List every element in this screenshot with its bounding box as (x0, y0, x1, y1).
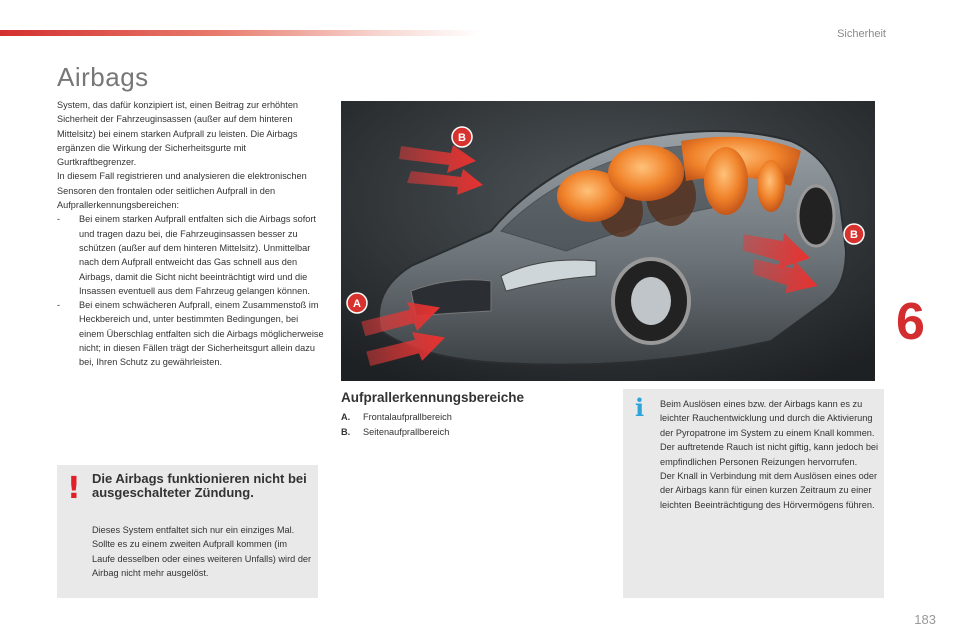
side-airbag (704, 147, 748, 215)
chapter-number: 6 (896, 293, 925, 351)
info-box (623, 389, 884, 598)
page-number: 183 (914, 612, 936, 627)
intro-bullet (57, 212, 325, 298)
section-title: Sicherheit (837, 28, 886, 40)
car-airbag-diagram (341, 101, 875, 381)
warning-box (57, 465, 318, 598)
bullet-dash: - (57, 300, 61, 311)
warning-text: Dieses System entfaltet sich nur ein einziges Mal. Sollte es zu einem zweiten Aufprall kommen (im Laufe desselben oder eines weiteren Unfalls) wird der Airbag nicht mehr ausgelöst. (92, 525, 312, 578)
warning-title: Die Airbags funktionieren nicht bei ausgeschalteter Zündung. (92, 471, 307, 500)
passenger-airbag (608, 145, 684, 201)
info-line: Der Knall in Verbindung mit dem Auslösen eines oder der Airbags kann für einen kurzen Zeitraum zu einer leichten Beeinträchtigung des Hörvermögens führen. (660, 471, 878, 510)
marker-a (347, 293, 367, 313)
marker-b-right (844, 224, 864, 244)
warning-icon: ! (67, 471, 81, 506)
zone-letter: A. (341, 412, 351, 422)
info-line: Der auftretende Rauch ist nicht giftig, kann jedoch bei empfindlichen Personen Reizungen hervorrufen. (660, 442, 879, 467)
marker-b-top (452, 127, 472, 147)
zone-letter: B. (341, 427, 351, 437)
intro-text (57, 98, 325, 370)
page-title: Airbags (57, 62, 149, 92)
intro-bullet (57, 298, 325, 369)
zone-item-a (341, 412, 452, 422)
header-accent-bar (0, 30, 480, 36)
airbag-illustration (341, 101, 875, 381)
bullet-dash: - (57, 214, 61, 225)
rear-wheel (798, 186, 834, 246)
info-line: Beim Auslösen eines bzw. der Airbags kann es zu leichter Rauchentwicklung und durch die Aktivierung der Pyropatrone im System zu einem Knall kommen. (660, 399, 875, 438)
marker-label: B (850, 229, 858, 241)
zones-heading: Aufprallerkennungsbereiche (341, 390, 525, 405)
marker-label: B (458, 132, 466, 144)
info-text (660, 397, 882, 512)
bullet-text: Bei einem starken Aufprall entfalten sich die Airbags sofort und tragen dazu bei, die Fahrzeuginsassen besser zu schützen (außer auf dem hinteren Mittelsitz). Unmittelbar nach dem Aufprall entweicht das Gas schnell aus den Airbags, damit die Sicht nicht beeinträchtigt wird und die Insassen eventuell aus dem Fahrzeug gelangen können. (79, 214, 316, 296)
zone-label: Frontalaufprallbereich (363, 412, 452, 422)
info-icon: i (635, 393, 645, 422)
bullet-text: Bei einem schwächeren Aufprall, einem Zusammenstoß im Heckbereich und, unter bestimmten Bedingungen, bei einem Überschlag entfalten sich die Airbags möglicherweise nicht; in diesen Fällen trägt der Sicherheitsgurt allein dazu bei, Ihren Schutz zu gewährleisten. (79, 300, 324, 368)
intro-paragraph-1: System, das dafür konzipiert ist, einen Beitrag zur erhöhten Sicherheit der Fahrzeuginsassen (außer auf dem hinteren Mittelsitz) bei einem starken Aufprall zu leisten. Die Airbags ergänzen die Wirkung der Sicherheitsgurte mit Gurtkraftbegrenzer. (57, 100, 299, 168)
zone-label: Seitenaufprallbereich (363, 427, 450, 437)
intro-paragraph-2: In diesem Fall registrieren und analysieren die elektronischen Sensoren den frontalen oder seitlichen Aufprall in den Aufprallerkennungsbereichen: (57, 171, 307, 211)
marker-label: A (353, 298, 361, 310)
zone-item-b (341, 427, 449, 437)
side-airbag (757, 160, 785, 212)
